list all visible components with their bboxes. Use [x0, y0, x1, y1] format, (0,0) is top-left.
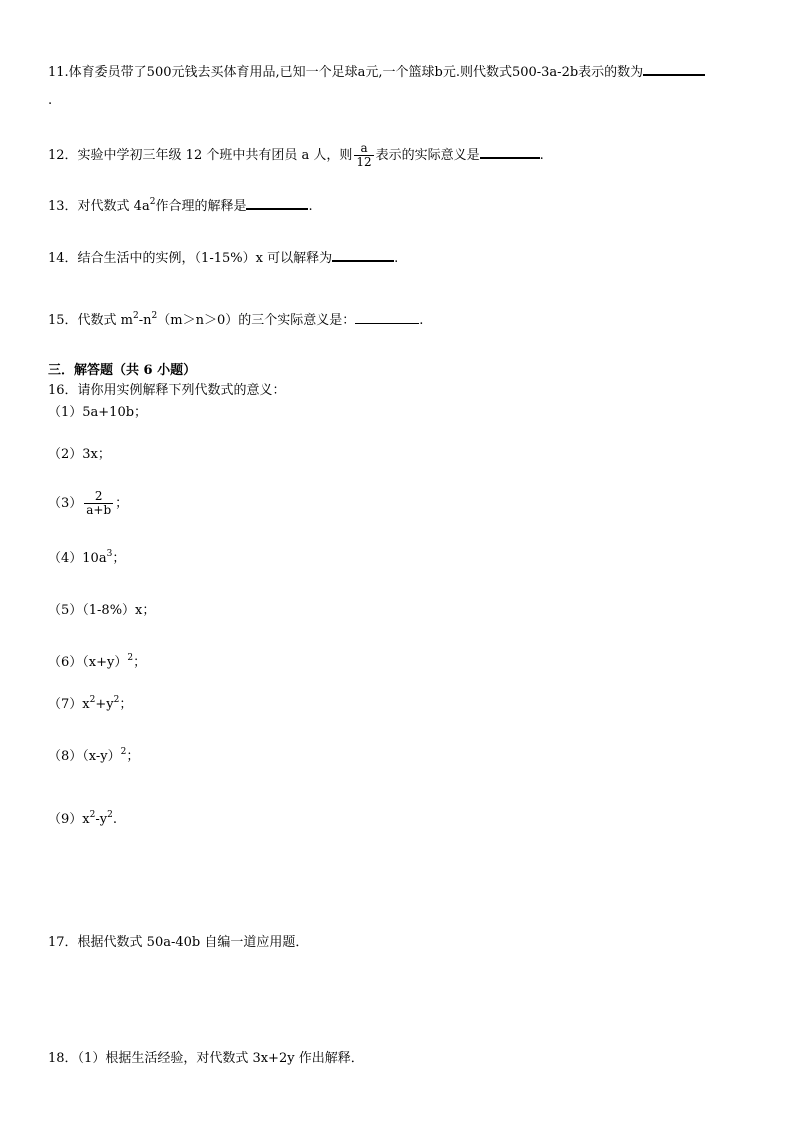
exponent: 2	[151, 311, 158, 321]
answer-blank[interactable]	[246, 196, 308, 210]
q16-item-7	[48, 696, 132, 714]
exponent: 2	[113, 695, 120, 705]
item-text: （8）（x-y）	[48, 749, 121, 764]
period: .	[308, 199, 313, 214]
question-15	[48, 311, 423, 330]
item-text: （6）（x+y）	[48, 655, 128, 670]
answer-blank[interactable]	[480, 145, 540, 159]
question-15-suffix: （m＞n＞0）的三个实际意义是：	[157, 313, 356, 328]
item-tail: ；	[112, 551, 126, 566]
fraction-a-over-12	[354, 142, 373, 169]
question-13	[48, 196, 313, 216]
item-label: （3）	[48, 496, 83, 511]
item-tail: ；	[133, 655, 147, 670]
period: .	[48, 93, 53, 108]
item-tail: ；	[115, 496, 129, 511]
exponent: 2	[149, 197, 156, 207]
fraction-numerator: a	[360, 141, 368, 155]
question-12-prefix: 12．实验中学初三年级 12 个班中共有团员 a 人，则	[48, 148, 353, 163]
question-14-text: 14．结合生活中的实例，（1-15%）x 可以解释为	[48, 251, 333, 266]
exponent: 2	[120, 747, 127, 757]
exponent: 2	[133, 311, 139, 321]
item-text: （4）10a	[48, 551, 107, 566]
item-tail: ；	[126, 749, 140, 764]
exponent: 2	[127, 653, 134, 663]
exponent: 2	[107, 810, 113, 820]
question-11-text: 11.体育委员带了500元钱去买体育用品,已知一个足球a元,一个篮球b元.则代数式500-3a-2b表示的数为	[48, 65, 644, 80]
fraction-2-over-a-plus-b	[84, 490, 113, 517]
fraction-denominator: a+b	[86, 503, 112, 517]
answer-blank[interactable]	[332, 248, 394, 262]
question-17: 17．根据代数式 50a-40b 自编一道应用题．	[48, 935, 309, 950]
item-text: -y	[95, 812, 108, 827]
question-11	[48, 62, 705, 82]
item-text: （9）x	[48, 812, 90, 827]
question-11-tail	[48, 92, 52, 110]
item-text: +y	[95, 697, 114, 712]
q16-item-1: （1）5a+10b；	[48, 405, 148, 420]
exponent: 2	[89, 810, 96, 820]
question-12	[48, 142, 544, 169]
item-text: （7）x	[48, 697, 90, 712]
q16-item-4	[48, 550, 125, 568]
q16-item-9	[48, 811, 117, 829]
question-14	[48, 248, 398, 268]
question-15-mid: -n	[138, 313, 152, 328]
section-heading: 三．解答题（共 6 小题）	[48, 363, 197, 378]
answer-blank[interactable]	[643, 62, 705, 76]
fraction-numerator: 2	[94, 489, 103, 503]
exponent: 3	[106, 549, 113, 559]
fraction-denominator: 12	[356, 155, 372, 169]
question-13-prefix: 13．对代数式 4a	[48, 199, 150, 214]
q16-item-5: （5）（1-8%）x；	[48, 603, 156, 618]
question-18: 18．（1）根据生活经验，对代数式 3x+2y 作出解释．	[48, 1051, 364, 1066]
q16-item-6	[48, 654, 146, 672]
item-tail: .	[112, 812, 117, 827]
question-15-prefix: 15．代数式 m	[48, 313, 134, 328]
question-12-suffix: 表示的实际意义是	[375, 148, 480, 163]
period: .	[419, 313, 424, 328]
question-16-title: 16．请你用实例解释下列代数式的意义：	[48, 383, 286, 398]
q16-item-2: （2）3x；	[48, 447, 111, 462]
q16-item-8	[48, 748, 139, 766]
exponent: 2	[89, 695, 96, 705]
question-13-suffix: 作合理的解释是	[155, 199, 247, 214]
period: .	[539, 148, 544, 163]
period: .	[394, 251, 399, 266]
answer-blank[interactable]	[355, 311, 419, 324]
q16-item-3	[48, 490, 128, 517]
item-tail: ；	[119, 697, 133, 712]
